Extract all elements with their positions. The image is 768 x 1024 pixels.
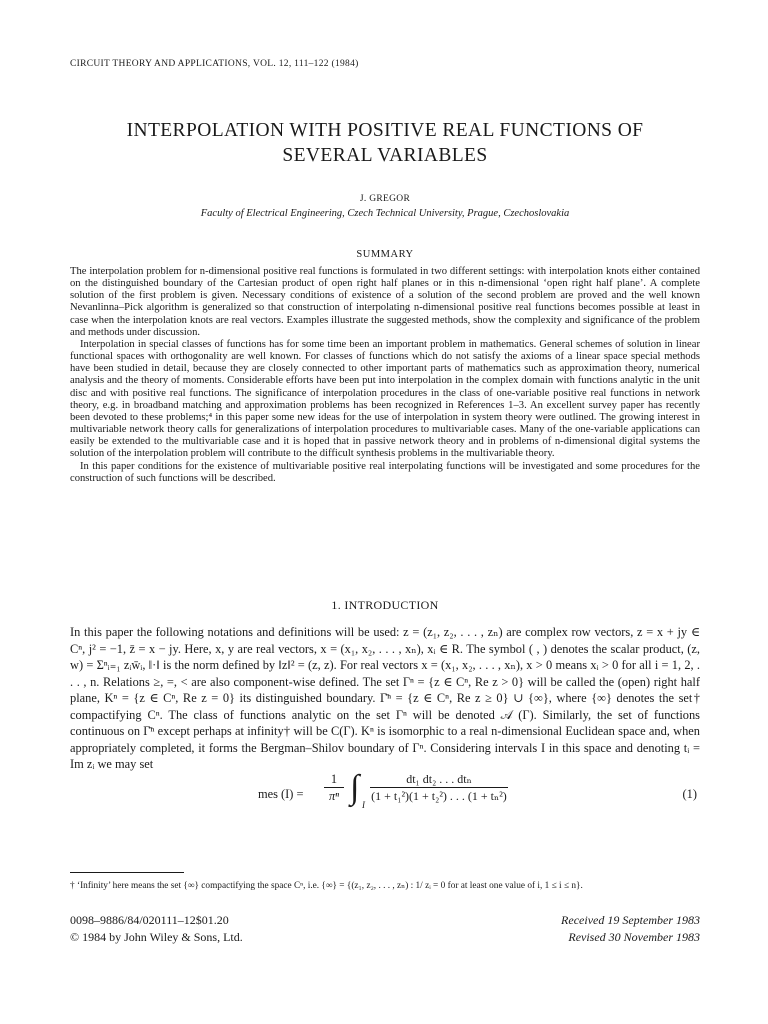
integrand-numerator: dt₁ dt₂ . . . dtₙ [370,772,508,788]
footer-publication-info [70,912,243,946]
revised-date: Revised 30 November 1983 [568,930,700,944]
introduction-paragraph: In this paper the following notations and definitions will be used: z = (z₁, z₂, . . . , zₙ) are complex row vectors, z = x + jy ∈ Cⁿ, j² = −1, z̄ = x − jy. Here, x, y are real vectors, x = (x₁, x₂, . . . , xₙ), xᵢ ∈ R. The symbol ( , ) denotes the scalar product, (z, w) = Σⁿᵢ₌₁ zᵢw̄ᵢ, ‖·‖ is the norm defined by ‖z‖² = (z, z). For real vectors x = (x₁, x₂, . . . , xₙ), x > 0 means xᵢ > 0 for all i = 1, 2, . . . , n. Relations ≥, =, < are also component-wise defined. The set Γⁿ = {z ∈ Cⁿ, Re z > 0} will be called the (open) right half plane, Kⁿ = {z ∈ Cⁿ, Re z = 0} its distinguished boundary. Γ̄ⁿ = {z ∈ Cⁿ, Re z ≥ 0} ∪ {∞}, where {∞} denotes the set† compactifying Cⁿ. The class of functions analytic on the set Γⁿ will be denoted 𝒜 (Γ). Similarly, the set of functions continuous on Γ̄ⁿ except perhaps at infinity† will be C(Γ). Kⁿ is isomorphic to a real n-dimensional Euclidean space and, when appropriately completed, it forms the Bergman–Shilov boundary of Γⁿ. Considering intervals I in this space and denoting tᵢ = Im zᵢ we may set [70,625,700,771]
author-affiliation: Faculty of Electrical Engineering, Czech Technical University, Prague, Czechoslovakia [200,208,570,219]
integral-domain: I [362,800,365,810]
copyright-notice: © 1984 by John Wiley & Sons, Ltd. [70,930,243,944]
integrand-denominator: (1 + t₁²)(1 + t₂²) . . . (1 + tₙ²) [371,789,507,803]
equation-number: (1) [682,787,697,801]
footnote-divider [70,872,184,873]
footer-dates [561,912,700,946]
author-name: J. GREGOR [359,194,411,204]
integrand-fraction [370,772,508,805]
title-line-2: SEVERAL VARIABLES [282,145,488,166]
prefactor-denominator: πⁿ [328,789,340,803]
summary-paragraph-3: In this paper conditions for the existence of multivariable positive real interpolating functions will be investigated and some procedures for the construction of such functions will be described. [70,460,700,484]
issn-code: 0098–9886/84/020111–12$01.20 [70,913,229,927]
title-line-1: INTERPOLATION WITH POSITIVE REAL FUNCTIONS OF [126,120,644,141]
equation-lhs: mes (I) = [258,787,304,801]
article-title [70,118,700,168]
introduction-body [70,624,700,773]
summary-paragraph-1: The interpolation problem for n-dimensional positive real functions is formulated in two different settings: with interpolation knots either contained on the distinguished boundary of the Cartesian product of open right half planes or in this n-dimensional ‘open right half plane’. A complete solution of the first problem is given. Necessary conditions of existence of a solution of the second problem are proved and the well known Nevanlinna–Pick algorithm is generalized so that construction of interpolating n-dimensional positive real functions becomes possible at least in case when the interpolation knots are real vectors. Examples illustrate the suggested methods, show the complexity and significance of the problem and methods under discussion. [70,266,700,338]
integral-sign: ∫ [350,769,360,806]
summary-body [70,266,700,485]
equation-1 [70,770,700,820]
equation-prefactor [324,772,344,804]
running-head: CIRCUIT THEORY AND APPLICATIONS, VOL. 12, 111–122 (1984) [70,59,359,69]
prefactor-numerator: 1 [324,772,344,788]
section-heading-introduction: 1. INTRODUCTION [331,598,439,612]
summary-heading: SUMMARY [356,249,414,260]
received-date: Received 19 September 1983 [561,913,700,927]
summary-paragraph-2: Interpolation in special classes of functions has for some time been an important problem in mathematics. General schemes of solution in linear functional spaces with orthogonality are well known. For classes of functions which do not satisfy the axioms of a linear space special methods have been studied in detail, because they are closely connected to other important parts of mathematics such as approximation theory, numerical analysis and the theory of moments. Considerable efforts have been put into interpolation in the complex domain with functions analytic in the unit disc and with positive real functions. The significance of interpolation procedures in the class of one-variable positive real functions in network theory, e.g. in broadband matching and approximation problems has been recognized in References 1–3. An excellent survey paper has recently been devoted to these problems;⁴ in this paper some new ideas for the use of interpolation in system theory were outlined. The growing interest in multivariable network theory calls for generalizations of interpolation procedures to multivariable cases. Many of the one-variable applications can easily be extended to the multivariable case and it is hoped that in passive network theory and in problems of n-dimensional digital systems the solution of the interpolation problem will contribute to the difficult synthesis problems in the multivariable theory. [70,338,700,460]
footnote: † ‘Infinity’ here means the set {∞} compactifying the space Cⁿ, i.e. {∞} = {(z₁, z₂, . . . , zₙ) : 1/ zᵢ = 0 for at least one value of i, 1 ≤ i ≤ n}. [70,881,583,891]
